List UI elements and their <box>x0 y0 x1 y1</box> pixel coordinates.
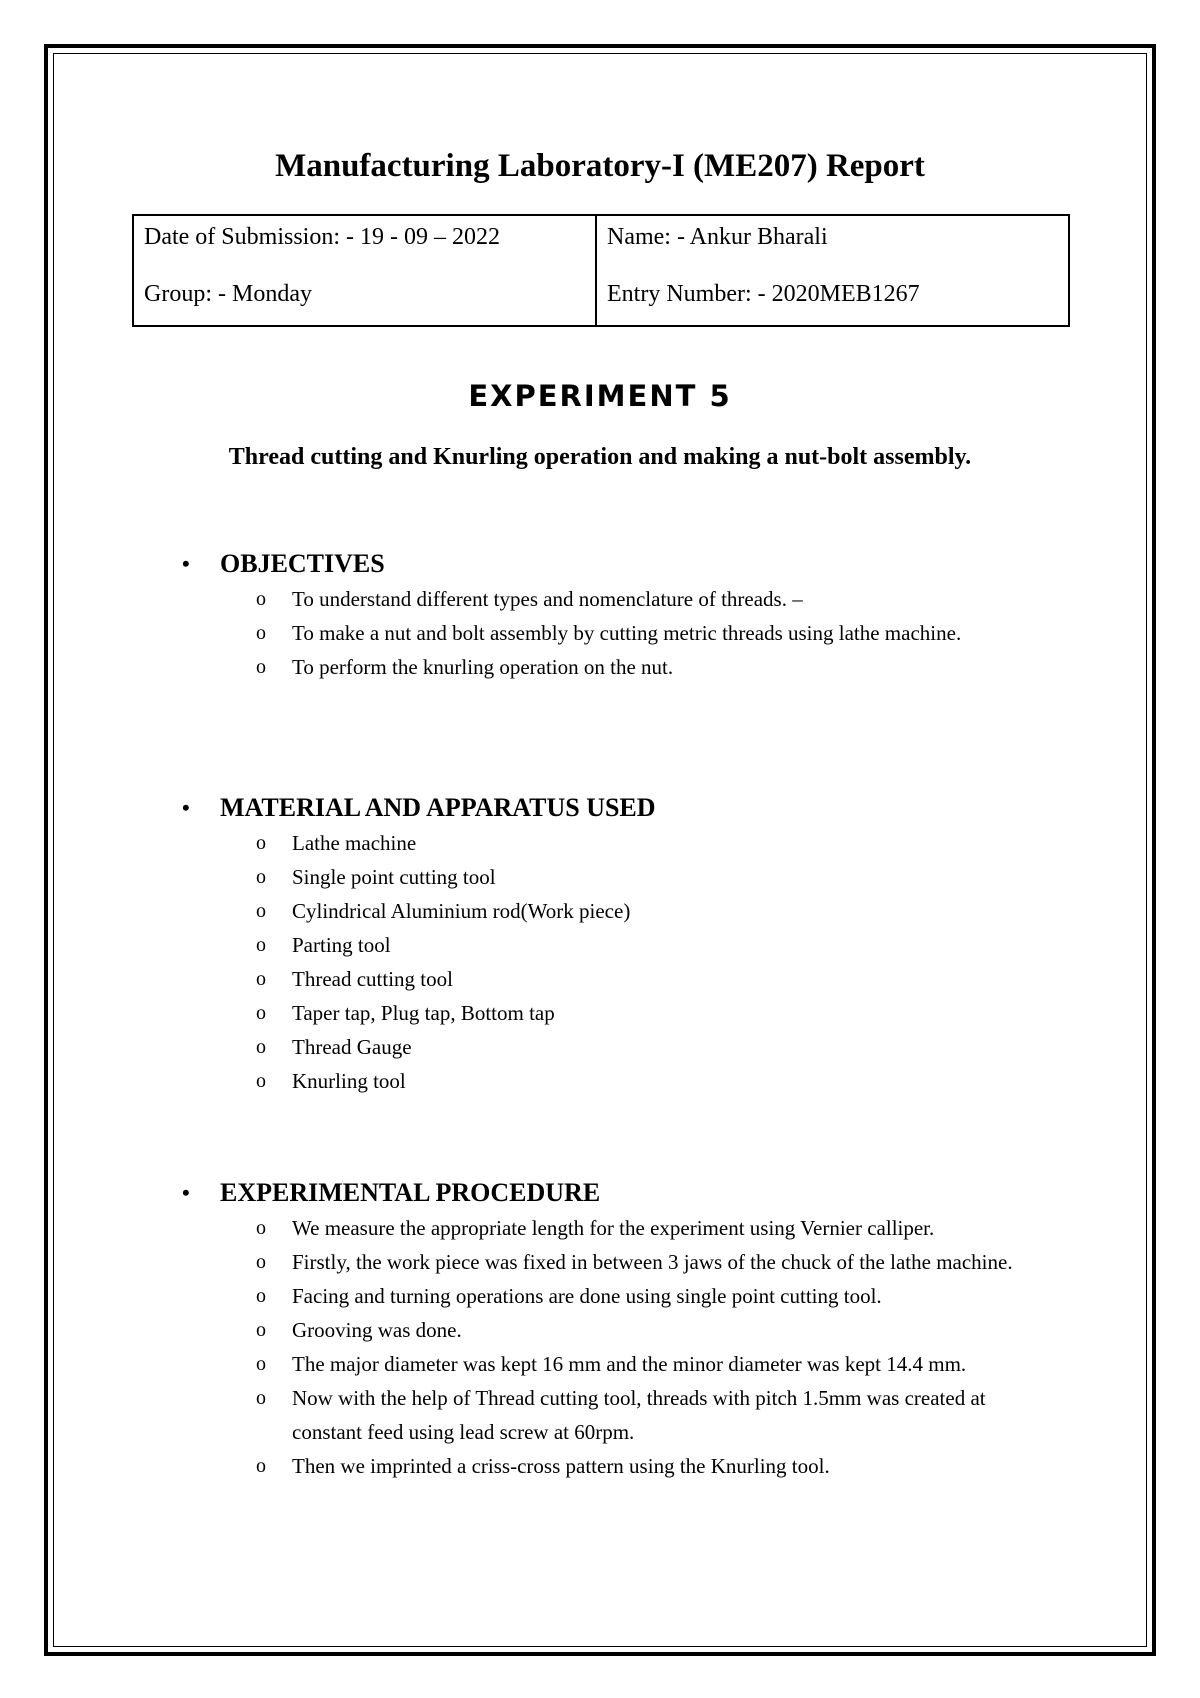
list-marker-icon: o <box>256 622 266 644</box>
list-item-text: Knurling tool <box>292 1069 406 1093</box>
list-item-text: We measure the appropriate length for the experiment using Vernier calliper. <box>292 1216 935 1240</box>
bullet-icon: • <box>182 551 190 576</box>
list-marker-icon: o <box>256 1455 266 1477</box>
list-marker-icon: o <box>256 934 266 956</box>
list-item-text: Taper tap, Plug tap, Bottom tap <box>292 1001 555 1025</box>
list-item <box>0 1381 1200 1449</box>
list-item <box>0 650 1200 684</box>
list-marker-icon: o <box>256 832 266 854</box>
list-item <box>0 1347 1200 1381</box>
list-item-text: Then we imprinted a criss-cross pattern using the Knurling tool. <box>292 1454 830 1478</box>
list-item <box>0 1064 1200 1098</box>
bullet-icon: • <box>182 795 190 820</box>
section-heading-text: EXPERIMENTAL PROCEDURE <box>220 1178 601 1207</box>
list-item-text: To perform the knurling operation on the nut. <box>292 655 674 679</box>
experiment-subtitle: Thread cutting and Knurling operation and making a nut-bolt assembly. <box>228 444 972 470</box>
section-heading <box>0 546 1200 582</box>
list-marker-icon: o <box>256 1070 266 1092</box>
list-marker-icon: o <box>256 968 266 990</box>
list-item-text: To make a nut and bolt assembly by cutting metric threads using lathe machine. <box>292 621 962 645</box>
list-item-text: Thread Gauge <box>292 1035 412 1059</box>
list-marker-icon: o <box>256 866 266 888</box>
list-item <box>0 962 1200 996</box>
list-item <box>0 928 1200 962</box>
experiment-heading: EXPERIMENT 5 <box>468 379 732 413</box>
list-marker-icon: o <box>256 1217 266 1239</box>
list-item <box>0 996 1200 1030</box>
list-marker-icon: o <box>256 1002 266 1024</box>
section-procedure <box>0 1175 1200 1483</box>
student-name: Name: - Ankur Bharali <box>607 224 828 250</box>
section-heading-text: MATERIAL AND APPARATUS USED <box>220 793 656 822</box>
section-heading-text: OBJECTIVES <box>220 549 385 578</box>
list-item <box>0 1313 1200 1347</box>
list-item-text: Cylindrical Aluminium rod(Work piece) <box>292 899 631 923</box>
list-item <box>0 1211 1200 1245</box>
list-item-text: The major diameter was kept 16 mm and the minor diameter was kept 14.4 mm. <box>292 1352 967 1376</box>
list-item-text: Facing and turning operations are done using single point cutting tool. <box>292 1284 882 1308</box>
section-heading <box>0 790 1200 826</box>
list-item-text: Firstly, the work piece was fixed in between 3 jaws of the chuck of the lathe machine. <box>292 1250 1013 1274</box>
procedure-list <box>0 1211 1200 1483</box>
report-title: Manufacturing Laboratory-I (ME207) Report <box>275 148 925 184</box>
list-marker-icon: o <box>256 588 266 610</box>
list-item <box>0 1030 1200 1064</box>
bullet-icon: • <box>182 1180 190 1205</box>
info-col-right <box>597 216 1068 325</box>
list-item-text: Thread cutting tool <box>292 967 453 991</box>
list-item <box>0 1279 1200 1313</box>
list-item-text: Lathe machine <box>292 831 417 855</box>
list-item-text: To understand different types and nomenclature of threads. – <box>292 587 803 611</box>
list-item <box>0 582 1200 616</box>
section-objectives <box>0 546 1200 684</box>
list-marker-icon: o <box>256 656 266 678</box>
list-item <box>0 1245 1200 1279</box>
list-item <box>0 826 1200 860</box>
list-item-text: Single point cutting tool <box>292 865 496 889</box>
list-item-text: Parting tool <box>292 933 391 957</box>
entry-number: Entry Number: - 2020MEB1267 <box>607 281 920 307</box>
info-table <box>132 214 1070 327</box>
list-item <box>0 894 1200 928</box>
section-material-apparatus <box>0 790 1200 1098</box>
list-marker-icon: o <box>256 1036 266 1058</box>
submission-date: Date of Submission: - 19 - 09 – 2022 <box>144 224 500 250</box>
list-marker-icon: o <box>256 1285 266 1307</box>
group: Group: - Monday <box>144 281 312 307</box>
list-item-text: Grooving was done. <box>292 1318 462 1342</box>
list-item <box>0 1449 1200 1483</box>
info-col-left <box>134 216 597 325</box>
objectives-list <box>0 582 1200 684</box>
list-marker-icon: o <box>256 1319 266 1341</box>
apparatus-list <box>0 826 1200 1098</box>
list-marker-icon: o <box>256 1251 266 1273</box>
list-marker-icon: o <box>256 1353 266 1375</box>
list-item-text: Now with the help of Thread cutting tool, threads with pitch 1.5mm was created at constant feed using lead screw at 60rpm. <box>292 1386 986 1444</box>
section-heading <box>0 1175 1200 1211</box>
list-marker-icon: o <box>256 900 266 922</box>
list-item <box>0 860 1200 894</box>
list-marker-icon: o <box>256 1387 266 1409</box>
list-item <box>0 616 1200 650</box>
